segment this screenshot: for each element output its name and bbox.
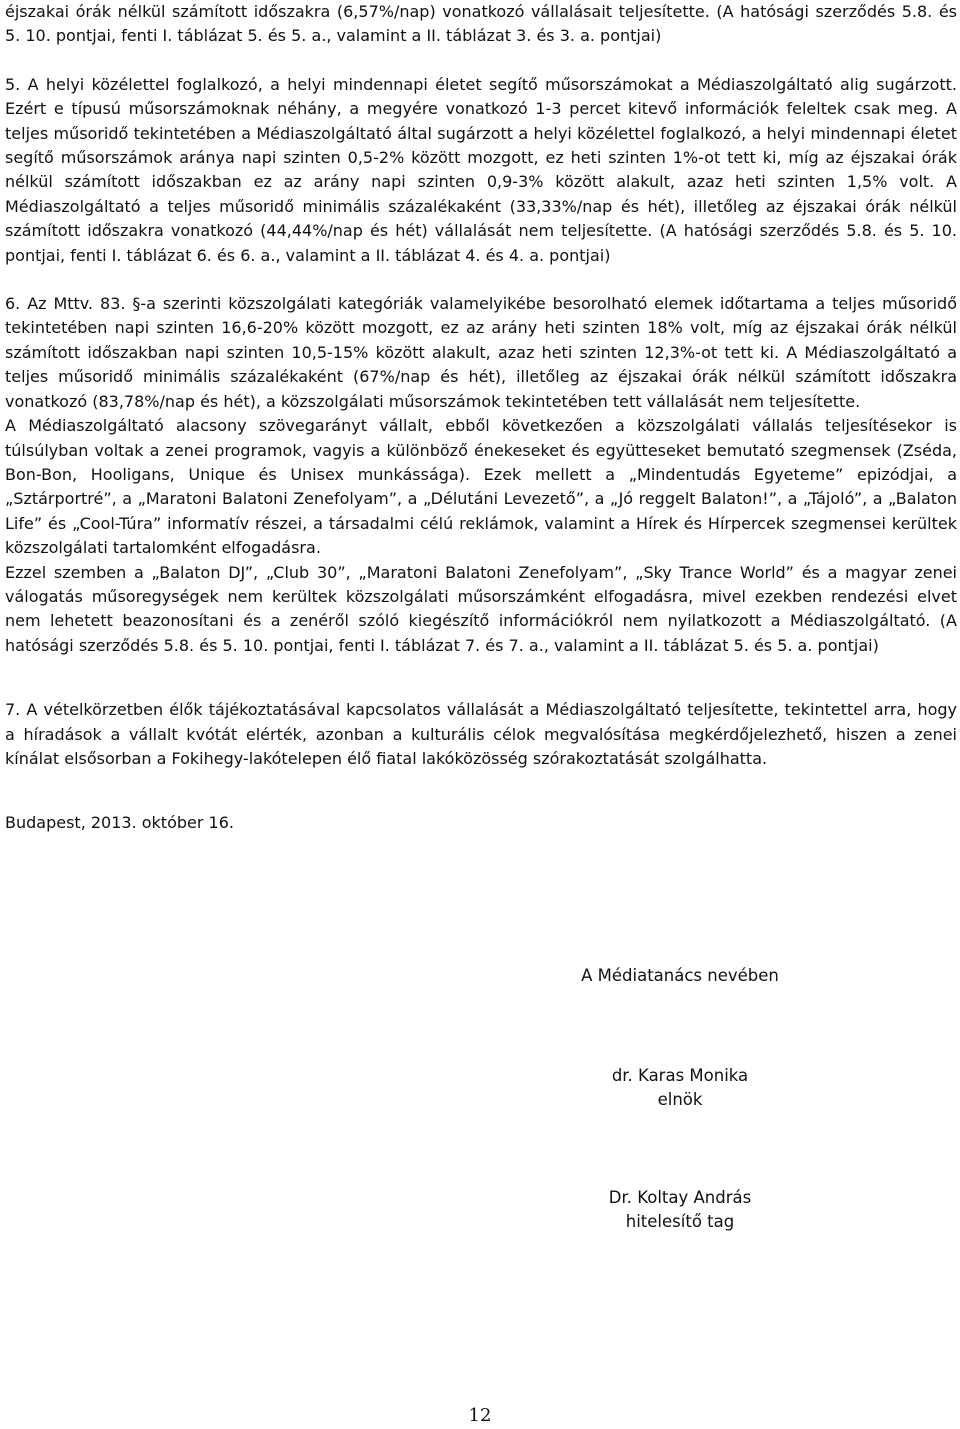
item-6-public-service-paragraph: A Médiaszolgáltató alacsony szövegarányt vállalt, ebből következően a közszolgálati vállalás teljesítésekor is túlsúlyban voltak a zenei programok, vagyis a különböző énekeseket és együtteseket bemutató szegmensek (Zséda, Bon-Bon, Hooligans, Unique és Unisex munkássága). Ezek mellett a „Mindentudás Egyeteme” epizódjai, a „Sztárportré”, a „Maratoni Balatoni Zenefolyam”, a „Délutáni Levezető”, a „Jó reggelt Balaton!”, a „Tájoló”, a „Balaton Life” és „Cool-Túra” informatív részei, a társadalmi célú reklámok, valamint a Hírek és Hírpercek szegmensei kerültek közszolgálati tartalomként elfogadásra. — [5, 416, 957, 558]
signature-authenticating-member — [540, 1186, 820, 1235]
place-date: Budapest, 2013. október 16. — [5, 813, 234, 833]
spacer — [5, 771, 957, 811]
intro-paragraph: éjszakai órák nélkül számított időszakra (6,57%/nap) vonatkozó vállalásait teljesítette. (A hatósági szerződés 5.8. és 5. 10. pontjai, fenti I. táblázat 5. és 5. a., valamint a II. táblázat 3. és 3. a. pontjai) — [5, 2, 957, 46]
spacer — [5, 49, 957, 73]
item-7-paragraph: 7. A vételkörzetben élők tájékoztatásával kapcsolatos vállalását a Médiaszolgáltató teljesítette, tekintettel arra, hogy a híradások a vállalt kvótát elérték, azonban a kulturális célok megvalósítása megkérdőjelezhető, hiszen a zenei kínálat elsősorban a Fokihegy-lakótelepen élő fiatal lakóközösség szórakoztatását szolgálhatta. — [5, 700, 957, 768]
signer-name: Dr. Koltay András — [608, 1188, 752, 1207]
item-6-rejected-paragraph: Ezzel szemben a „Balaton DJ”, „Club 30”, „Maratoni Balatoni Zenefolyam”, „Sky Trance World” és a magyar zenei válogatás műsoregységek nem kerültek közszolgálati műsorszámként elfogadásra, mivel ezekben rendezési elvet nem lehetett beazonosítani és a zenéről szóló kiegészítő információkról nem nyilatkozott a Médiaszolgáltató. (A hatósági szerződés 5.8. és 5. 10. pontjai, fenti I. táblázat 7. és 7. a., valamint a II. táblázat 5. és 5. a. pontjai) — [5, 562, 957, 655]
item-6-paragraph: 6. Az Mttv. 83. §-a szerinti közszolgálati kategóriák valamelyikébe besorolható elemek időtartama a teljes műsoridő tekintetében napi szinten 16,6-20% között mozgott, ez az arány heti szinten 18% volt, míg az éjszakai órák nélkül számított időszakban napi szinten 10,5-15% között alakult, azaz heti szinten 12,3%-ot tett ki. A Médiaszolgáltató a teljes műsoridő minimális százalékaként (67%/nap és hét), illetőleg az éjszakai órák nélkül számított időszakra vonatkozó (83,78%/nap és hét), a közszolgálati műsorszámok tekintetében tett vállalását nem teljesítette. — [5, 294, 957, 411]
on-behalf-line: A Médiatanács nevében — [581, 966, 779, 985]
signer-title: elnök — [657, 1090, 703, 1110]
spacer — [5, 268, 957, 292]
item-5-paragraph: 5. A helyi közélettel foglalkozó, a helyi mindennapi életet segítő műsorszámokat a Médiaszolgáltató alig sugárzott. Ezért e típusú műsorszámoknak néhány, a megyére vonatkozó 1-3 percet kitevő információk feleltek csak meg. A teljes műsoridő tekintetében a Médiaszolgáltató által sugárzott a helyi közélettel foglalkozó, a helyi mindennapi életet segítő műsorszámok aránya napi szinten 0,5-2% között mozgott, ez heti szinten 1%-ot tett ki, míg az éjszakai órák nélkül számított időszakban ez az arány napi szinten 0,9-3% között alakult, azaz heti szinten 1,5% volt. A Médiaszolgáltató a teljes műsoridő minimális százalékaként (33,33%/nap és hét), illetőleg az éjszakai órák nélkül számított időszakra vonatkozó (44,44%/nap és hét) vállalását nem teljesítette. (A hatósági szerződés 5.8. és 5. 10. pontjai, fenti I. táblázat 6. és 6. a., valamint a II. táblázat 4. és 4. a. pontjai) — [5, 74, 957, 265]
spacer — [5, 658, 957, 698]
signer-name: dr. Karas Monika — [611, 1066, 749, 1085]
signature-header — [540, 964, 820, 988]
signer-title: hitelesítő tag — [625, 1212, 735, 1232]
document-body — [5, 0, 957, 836]
signature-president — [540, 1064, 820, 1113]
page-number: 12 — [468, 1405, 492, 1426]
